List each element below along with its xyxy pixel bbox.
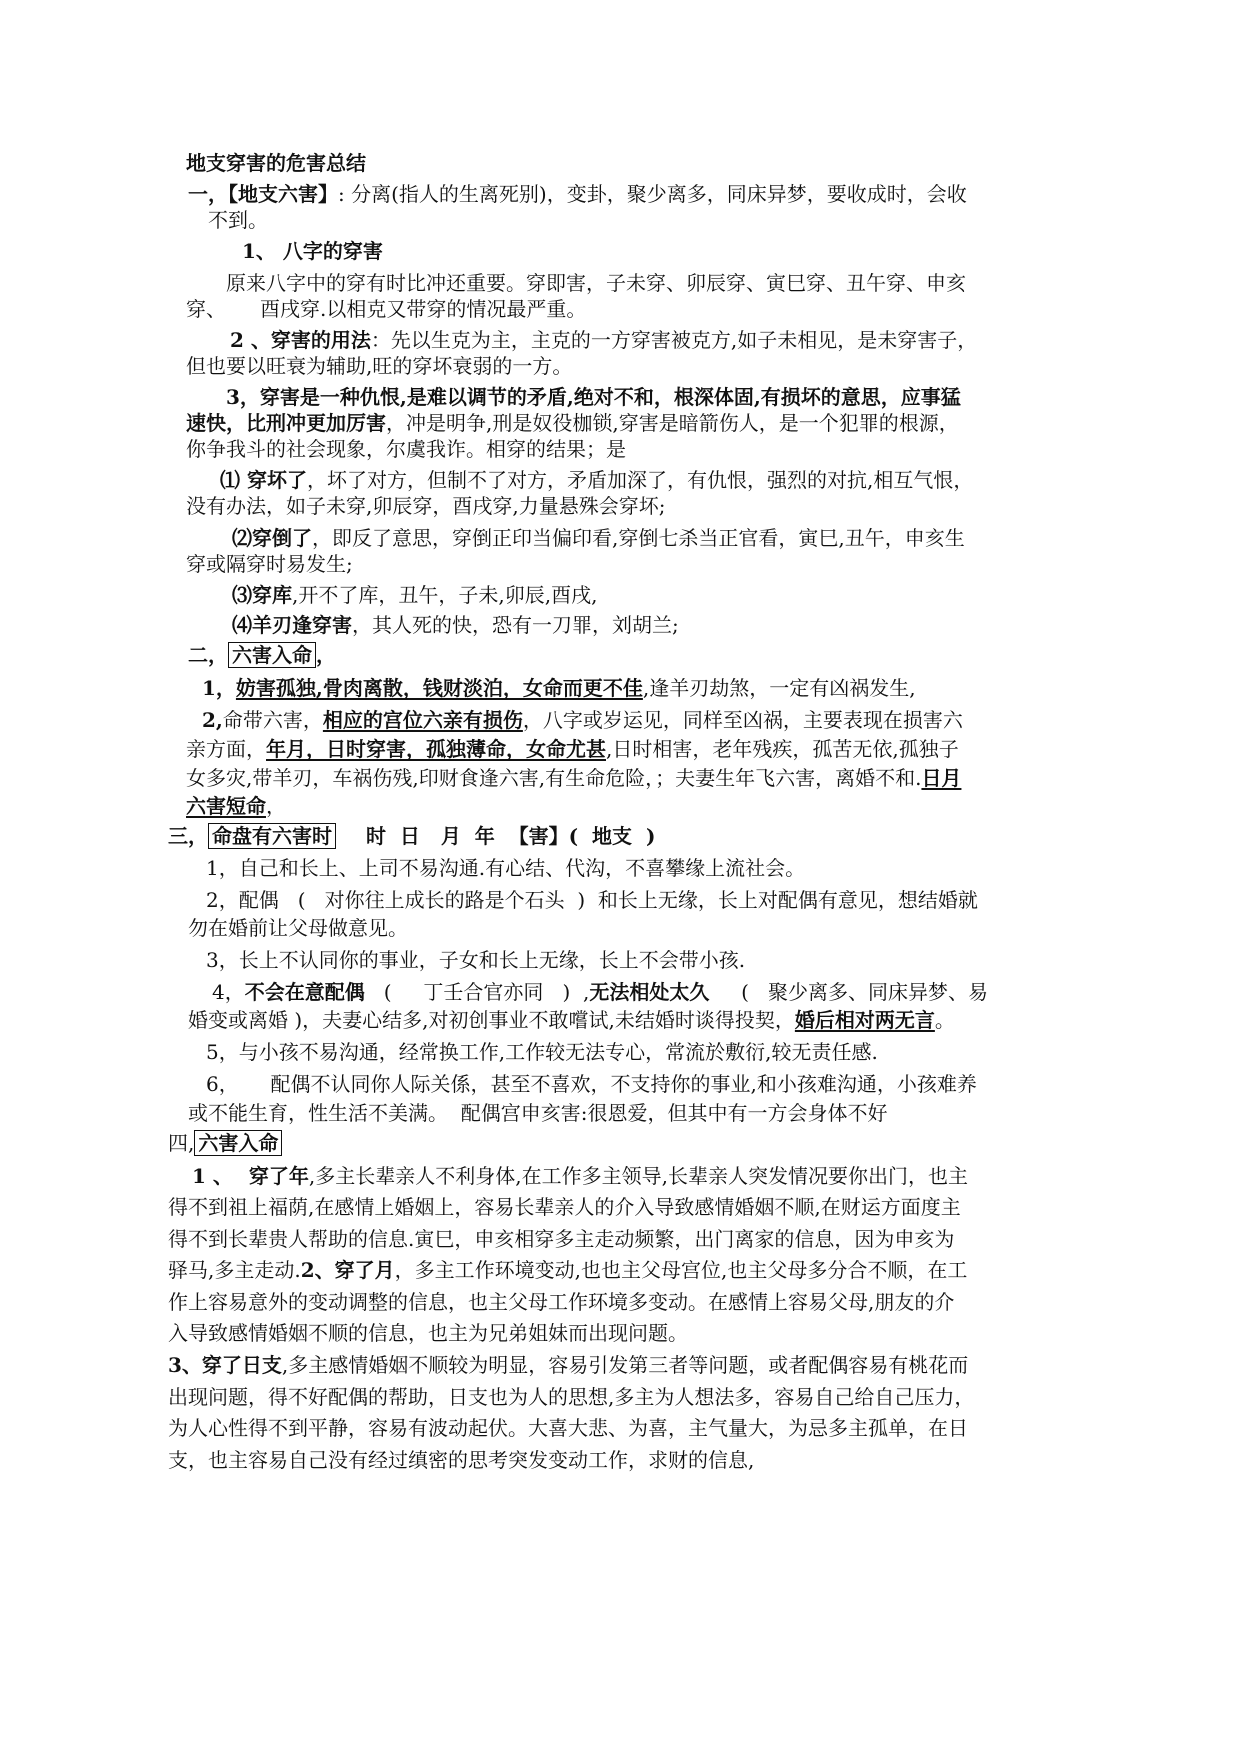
s2-para-2-emph-3: 日月 [921,766,962,790]
item-2-line-1 [232,525,965,551]
s4-para-3-line-4: 支，也主容易自己没有经过缜密的思考突发变动工作，求财的信息, [168,1448,755,1472]
s3-line-6b: 或不能生育，性生活不美满。 配偶宫申亥害:很恩爱，但其中有一方会身体不好 [188,1101,888,1125]
s3-line-4b-text: 婚变或离婚 )，夫妻心结多,对初创事业不敢嚐试,未结婚时谈得投契， [188,1008,795,1032]
s3-line-5: 5，与小孩不易沟通，经常换工作,工作较无法专心，常流於敷衍,较无责任感. [206,1040,878,1064]
item-3-text: ,开不了库，丑午，子未,卯辰,酉戌, [292,583,598,607]
section-4-prefix: 四, [168,1131,195,1155]
s2-para-2-num: 2, [202,708,223,732]
doc-title: 地支穿害的危害总结 [186,151,366,175]
s2-para-2-emph-4: 六害短命 [186,794,266,818]
item-4 [232,612,679,638]
item-2-text: ，即反了意思，穿倒正印当偏印看,穿倒七杀当正官看，寅巳,丑午，申亥生 [312,526,965,550]
s4-para-1-label: 穿了年 [248,1164,309,1188]
s3-line-4-end: ( 聚少离多、同床异梦、易 [709,980,989,1004]
s3-line-4-bold-1: 不会在意配偶 [244,980,365,1004]
para-1-line-1: 原来八字中的穿有时比冲还重要。穿即害，子未穿、卯辰穿、寅巳穿、丑午穿、申亥 [226,271,966,295]
s4-para-3-label: 3、穿了日支 [168,1353,282,1377]
item-1-text: ，坏了对方，但制不了对方，矛盾加深了，有仇恨，强烈的对抗,相互气恨， [306,468,974,492]
s3-line-4b-end: 。 [934,1008,955,1032]
para-1-line-2 [186,296,586,322]
item-1-line-1 [220,467,973,493]
s4-para-3-line-3: 为人心性得不到平静，容易有波动起伏。大喜大悲、为喜，主气量大，为忌多主孤单，在日 [168,1416,968,1440]
section-3-prefix: 三， [168,824,208,848]
item-2-label: ⑵穿倒了 [232,526,312,550]
s3-line-4b-emph: 婚后相对两无言 [794,1008,935,1032]
s3-line-4-mid: ( 丁壬合官亦同 ) , [364,980,590,1004]
section-1-prefix: 一， [188,182,228,206]
subheading-2: 2 、穿害的用法 [230,328,371,352]
section-2-heading: 六害入命 [228,642,316,668]
para-2-line-1 [230,327,977,353]
para-1-frag-b: 酉戌穿.以相克又带穿的情况最严重。 [260,297,587,321]
s3-line-3: 3，长上不认同你的事业，子女和长上无缘，长上不会带小孩. [206,948,746,972]
para-3-line-1: 3，穿害是一种仇恨,是难以调节的矛盾,绝对不和，根深体固,有损坏的意思，应事猛 [226,385,961,409]
para-3-line-2 [186,410,959,436]
s2-para-2-text-b: ，八字或岁运见，同样至凶祸，主要表现在损害六 [522,708,963,732]
s2-para-1-text: ,逢羊刃劫煞，一定有凶祸发生, [642,676,916,700]
section-1-line-1 [188,181,967,207]
s4-para-1-line-4 [168,1257,967,1283]
s4-para-1-line-3: 得不到长辈贵人帮助的信息.寅巳，申亥相穿多主走动频繁，出门离家的信息，因为申亥为 [168,1227,955,1251]
section-2-suffix: ， [316,643,336,667]
section-4-heading-line [168,1130,282,1156]
para-1-frag-a: 穿、 [186,297,226,321]
section-2-prefix: 二， [188,643,228,667]
section-3-heading: 命盘有六害时 [208,823,336,849]
s4-para-1-line-1 [192,1163,968,1189]
s2-para-1-emph: 妨害孤独,骨肉离散，钱财淡泊，女命而更不佳 [235,676,643,700]
section-3-heading-line [168,823,655,849]
item-4-text: ，其人死的快，恐有一刀罪，刘胡兰; [352,613,679,637]
s3-line-6a: 6， 配偶不认同你人际关係，甚至不喜欢，不支持你的事业,和小孩难沟通，小孩难养 [206,1072,977,1096]
item-4-label: ⑷羊刃逢穿害 [232,613,352,637]
item-1-label: ⑴ 穿坏了 [220,468,307,492]
s2-para-2-line-3 [186,765,961,791]
para-2-line-2: 但也要以旺衰为辅助,旺的穿坏衰弱的一方。 [186,354,573,378]
s4-para-1-line-2: 得不到祖上福荫,在感情上婚姻上，容易长辈亲人的介入导致感情婚姻不顺,在财运方面度主 [168,1195,961,1219]
s2-para-1-num: 1， [202,676,236,700]
section-3-columns: 时 日 月 年 【害】( 地支 ) [366,824,656,848]
s4-para-1-line-5: 作上容易意外的变动调整的信息，也主父母工作环境多变动。在感情上容易父母,朋友的介 [168,1290,955,1314]
para-3-line-3: 你争我斗的社会现象，尔虞我诈。相穿的结果；是 [186,437,626,461]
section-1-line-2: 不到。 [208,208,268,232]
s2-para-2-emph-1: 相应的宫位六亲有损伤 [322,708,523,732]
section-1-heading: 【地支六害】 [228,182,338,206]
s4-para-1-text-d: 驿马,多主走动. [168,1258,301,1282]
s4-para-2-text: ，多主工作环境变动,也也主父母宫位,也主父母多分合不顺，在工 [394,1258,968,1282]
s3-line-4a [212,979,988,1005]
item-2-line-2: 穿或隔穿时易发生; [186,552,353,576]
s3-line-4-bold-2: 无法相处太久 [589,980,710,1004]
s4-para-3-line-1 [168,1352,968,1378]
s4-para-3-line-2: 出现问题，得不好配偶的帮助，日支也为人的思想,多主为人想法多，容易自己给自己压力， [168,1385,975,1409]
s2-para-2-text-d: ,日时相害，老年残疾，孤苦无依,孤独子 [606,737,959,761]
s3-line-4-num: 4， [212,980,245,1004]
item-3 [232,582,597,608]
s2-para-2-text-e: 女多灾,带羊刃，车祸伤残,印财食逢六害,有生命危险，；夫妻生年飞六害，离婚不和. [186,766,922,790]
section-1-text: : 分离(指人的生离死别)，变卦，聚少离多，同床异梦，要收成时，会收 [338,182,967,206]
s4-para-3-text-a: ,多主感情婚姻不顺较为明显，容易引发第三者等问题，或者配偶容易有桃花而 [281,1353,969,1377]
s4-para-2-label: 2、穿了月 [300,1258,395,1282]
s2-para-2-line-1 [202,707,963,733]
s4-para-1-line-6: 入导致感情婚姻不顺的信息，也主为兄弟姐妹而出现问题。 [168,1321,688,1345]
para-3-text: ，冲是明争,刑是奴役枷锁,穿害是暗箭伤人，是一个犯罪的根源， [386,411,959,435]
s2-para-2-text-a: 命带六害， [222,708,323,732]
subheading-1: 1、 八字的穿害 [242,239,383,263]
section-2-heading-line [188,642,336,668]
item-1-line-2: 没有办法，如子未穿,卯辰穿，酉戌穿,力量悬殊会穿坏; [186,494,666,518]
s2-para-2-text-c: 亲方面， [186,737,266,761]
s3-line-1: 1，自己和长上、上司不易沟通.有心结、代沟，不喜攀缘上流社会。 [206,856,806,880]
s2-para-2-line-2 [186,736,959,762]
s3-line-2a: 2，配偶 ( 对你往上成长的路是个石头 ) 和长上无缘，长上对配偶有意见，想结婚就 [206,888,978,912]
section-4-heading: 六害入命 [194,1130,282,1156]
s2-para-2-emph-2: 年月，日时穿害，孤独薄命，女命尤甚 [266,737,606,761]
para-3-bold: 速快，比刑冲更加厉害 [186,411,386,435]
s3-line-2b: 勿在婚前让父母做意见。 [188,916,408,940]
item-3-label: ⑶穿库 [232,583,292,607]
s2-para-2-line-4 [186,793,286,819]
s4-para-1-num: 1 、 [192,1164,233,1188]
s3-line-4b [188,1007,955,1033]
s2-para-2-text-f: ， [266,794,286,818]
para-2-text: ：先以生克为主，主克的一方穿害被克方,如子未相见，是未穿害子， [370,328,978,352]
s4-para-1-text-a: ,多主长辈亲人不利身体,在工作多主领导,长辈亲人突发情况要你出门，也主 [308,1164,968,1188]
s2-para-1 [202,675,916,701]
